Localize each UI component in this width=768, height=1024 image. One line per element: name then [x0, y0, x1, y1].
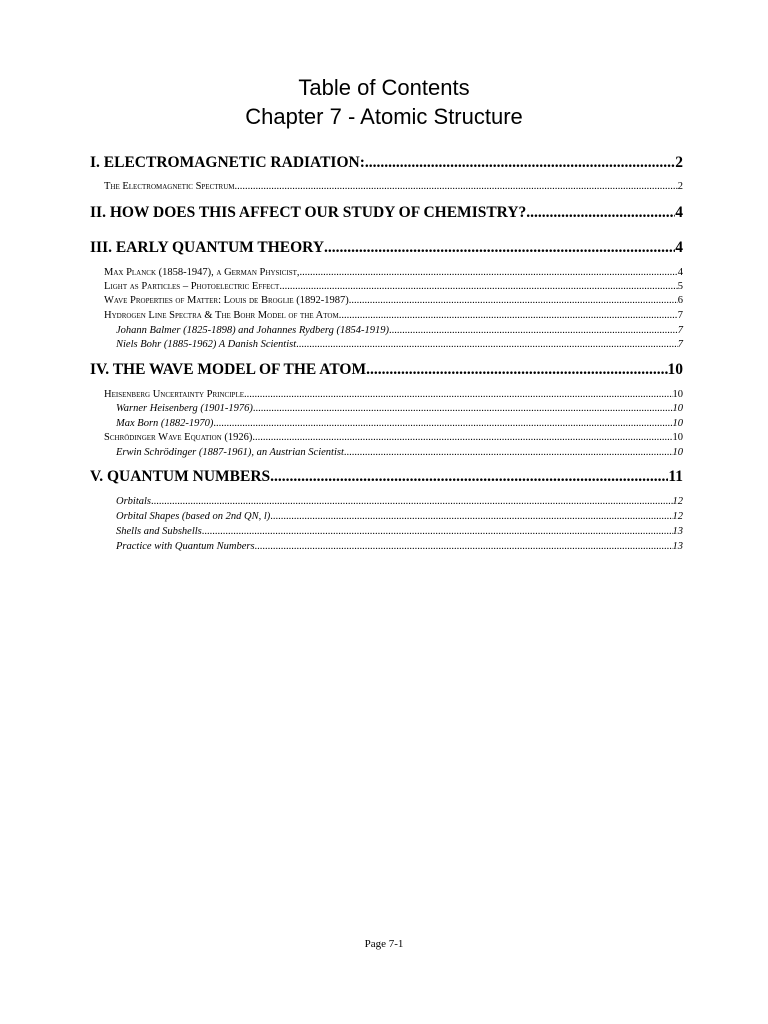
toc-entry-subsection: [104, 181, 683, 193]
dot-leader: [344, 447, 673, 459]
dot-leader: [151, 496, 672, 508]
dot-leader: [244, 389, 673, 401]
dot-leader: [296, 339, 678, 351]
toc-entry-page: 4: [675, 204, 683, 221]
toc-entry-subsection: [104, 389, 683, 401]
dot-leader: [279, 281, 677, 293]
dot-leader: [349, 295, 678, 307]
toc-entry-section: [90, 468, 683, 486]
toc-entry-page: 7: [677, 310, 683, 321]
toc-entry-subsubsection: [116, 418, 683, 430]
toc-entry-subsubsection: [116, 339, 683, 351]
toc-entry-label: Practice with Quantum Numbers: [116, 541, 255, 552]
toc-entry-label: II. HOW DOES THIS AFFECT OUR STUDY OF CHEMISTRY?: [90, 204, 527, 221]
dot-leader: [324, 239, 675, 257]
toc-entry-subsubsection: [116, 447, 683, 459]
toc-entry-page: 12: [672, 511, 683, 522]
toc-entry-label: III. EARLY QUANTUM THEORY: [90, 239, 325, 256]
toc-entry-subsubsection: [116, 511, 683, 523]
toc-entry-label: Johann Balmer (1825-1898) and Johannes Rydberg (1854-1919): [116, 325, 389, 336]
toc-entry-subsubsection: [116, 526, 683, 538]
dot-leader: [252, 432, 672, 444]
toc-entry-subsubsection: [116, 325, 683, 337]
toc-entry-label: Orbital Shapes (based on 2nd QN, l): [116, 511, 271, 522]
toc-entry-label: Heisenberg Uncertainty Principle: [104, 389, 244, 400]
toc-entry-label: Light as Particles – Photoelectric Effect: [104, 281, 280, 292]
toc-entry-label: Max Born (1882-1970): [116, 418, 214, 429]
toc-entry-label: Wave Properties of Matter: Louis de Broglie (1892-1987): [104, 295, 349, 306]
toc-entry-section: [90, 361, 683, 379]
toc-entry-page: 7: [677, 325, 683, 336]
dot-leader: [270, 468, 668, 486]
toc-entry-label: Max Planck (1858-1947), a German Physicist,: [104, 267, 300, 278]
toc-entry-page: 10: [672, 432, 683, 443]
toc-entry-label: Erwin Schrödinger (1887-1961), an Austrian Scientist: [116, 447, 344, 458]
toc-entry-label: Warner Heisenberg (1901-1976): [116, 403, 253, 414]
toc-entry-subsection: [104, 295, 683, 307]
toc-entry-subsection: [104, 432, 683, 444]
toc-entry-label: The Electromagnetic Spectrum: [104, 181, 235, 192]
toc-entry-subsection: [104, 267, 683, 279]
toc-entry-page: 4: [675, 239, 683, 256]
dot-leader: [253, 403, 673, 415]
toc-entry-label: Shells and Subshells: [116, 526, 202, 537]
dot-leader: [365, 154, 675, 172]
toc-entry-section: [90, 239, 683, 257]
dot-leader: [526, 204, 675, 222]
toc-entry-page: 12: [672, 496, 683, 507]
dot-leader: [213, 418, 672, 430]
toc-entry-page: 2: [677, 181, 683, 192]
dot-leader: [300, 267, 678, 279]
toc-entry-subsection: [104, 281, 683, 293]
toc-entry-page: 5: [677, 281, 683, 292]
dot-leader: [270, 511, 672, 523]
dot-leader: [366, 361, 667, 379]
chapter-title: Chapter 7 - Atomic Structure: [245, 104, 523, 129]
toc-entry-page: 10: [667, 361, 683, 378]
toc-entry-page: 4: [677, 267, 683, 278]
toc-entry-page: 10: [672, 403, 683, 414]
toc-entry-label: Schrödinger Wave Equation (1926): [104, 432, 253, 443]
toc-entry-subsubsection: [116, 541, 683, 553]
toc-entry-page: 10: [672, 389, 683, 400]
dot-leader: [255, 541, 673, 553]
toc-entry-subsubsection: [116, 496, 683, 508]
toc-entry-page: 6: [677, 295, 683, 306]
toc-entry-page: 11: [668, 468, 683, 485]
toc-entry-label: V. QUANTUM NUMBERS: [90, 468, 271, 485]
toc-entry-section: [90, 154, 683, 172]
dot-leader: [202, 526, 673, 538]
dot-leader: [339, 310, 678, 322]
toc-entry-page: 13: [672, 541, 683, 552]
page-number-footer: Page 7-1: [364, 938, 404, 950]
dot-leader: [389, 325, 678, 337]
toc-entry-page: 2: [675, 154, 683, 171]
toc-entry-page: 10: [672, 418, 683, 429]
toc-entry-label: Niels Bohr (1885-1962) A Danish Scientist: [116, 339, 297, 350]
toc-entry-page: 13: [672, 526, 683, 537]
toc-entry-label: IV. THE WAVE MODEL OF THE ATOM: [90, 361, 367, 378]
toc-entry-subsection: [104, 310, 683, 322]
toc-entry-subsubsection: [116, 403, 683, 415]
toc-entry-page: 10: [672, 447, 683, 458]
toc-entry-page: 7: [677, 339, 683, 350]
toc-entry-label: I. ELECTROMAGNETIC RADIATION:: [90, 154, 365, 171]
toc-entry-section: [90, 204, 683, 222]
toc-entry-label: Hydrogen Line Spectra & The Bohr Model of the Atom: [104, 310, 339, 321]
dot-leader: [234, 181, 677, 193]
toc-entry-label: Orbitals: [116, 496, 152, 507]
page-title: Table of Contents: [298, 75, 470, 100]
